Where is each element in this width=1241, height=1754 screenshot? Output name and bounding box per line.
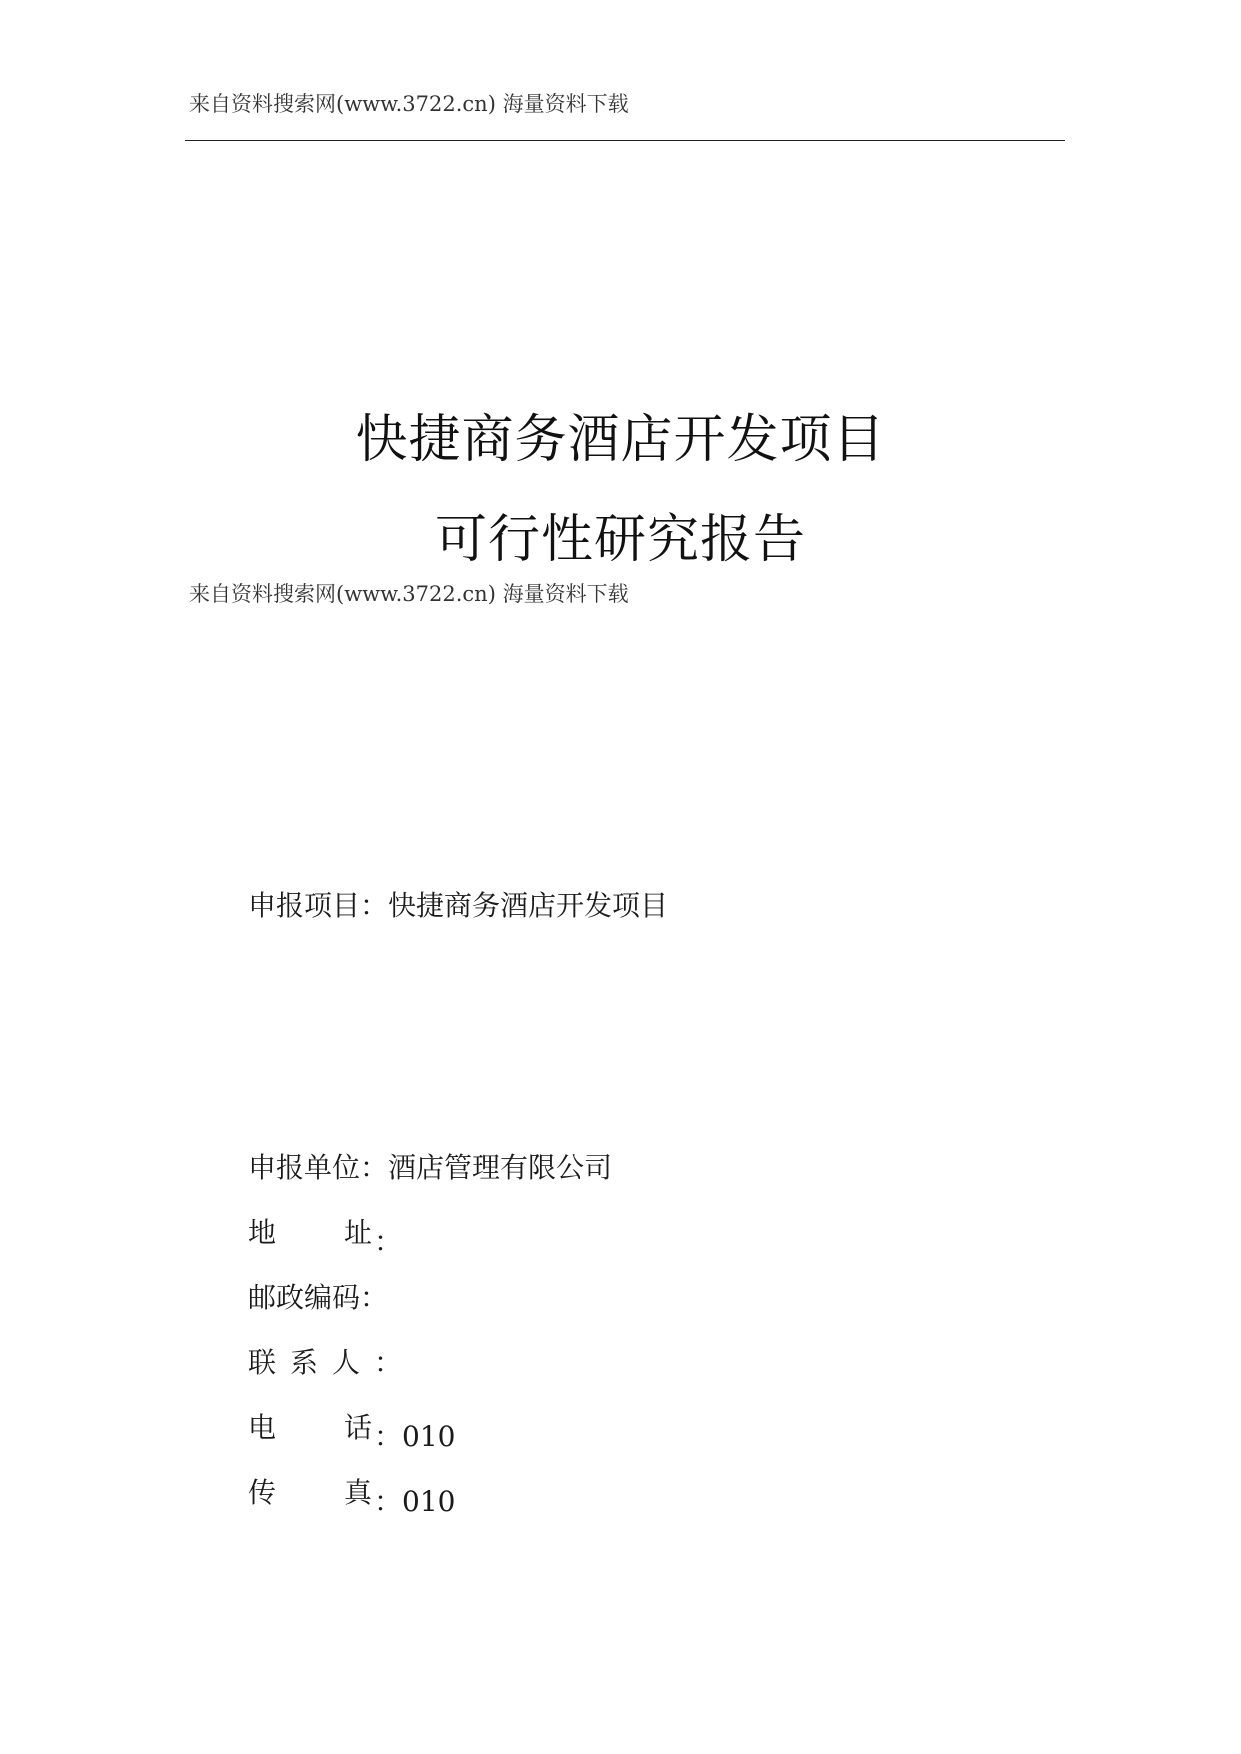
- address-colon: ：: [374, 1225, 403, 1258]
- project-label: 申报项目：: [248, 889, 389, 922]
- fax-label-char-2: 真: [343, 1476, 372, 1509]
- page-header-source: 来自资料搜索网(www.3722.cn) 海量资料下载: [189, 92, 629, 116]
- fax-field: [248, 1471, 455, 1520]
- phone-colon: ：: [374, 1420, 403, 1453]
- phone-label-char-1: 电: [248, 1411, 277, 1444]
- contact-label: 联系人: [248, 1346, 375, 1379]
- unit-value: 酒店管理有限公司: [388, 1151, 613, 1184]
- phone-field: [248, 1406, 455, 1455]
- unit-field: [248, 1146, 612, 1186]
- fax-label-char-1: 传: [248, 1476, 277, 1509]
- fax-value: 010: [402, 1485, 456, 1518]
- postcode-label: 邮政编码：: [248, 1281, 389, 1314]
- phone-label-char-2: 话: [343, 1411, 372, 1444]
- document-title-line-2: 可行性研究报告: [434, 510, 806, 570]
- address-label-char-2: 址: [343, 1216, 372, 1249]
- header-divider: [185, 140, 1065, 141]
- contact-colon: ：: [374, 1346, 403, 1379]
- phone-label: [248, 1406, 374, 1446]
- project-field: [248, 884, 668, 924]
- source-note: 来自资料搜索网(www.3722.cn) 海量资料下载: [189, 582, 629, 606]
- fax-colon: ：: [374, 1485, 403, 1518]
- fax-label: [248, 1471, 374, 1511]
- address-label: [248, 1211, 374, 1251]
- address-label-char-1: 地: [248, 1216, 277, 1249]
- document-title-line-1: 快捷商务酒店开发项目: [355, 410, 886, 470]
- address-field: [248, 1211, 402, 1260]
- unit-label: 申报单位：: [248, 1151, 389, 1184]
- postcode-field: [248, 1276, 388, 1316]
- project-value: 快捷商务酒店开发项目: [388, 889, 669, 922]
- contact-field: [248, 1341, 402, 1381]
- phone-value: 010: [402, 1420, 456, 1453]
